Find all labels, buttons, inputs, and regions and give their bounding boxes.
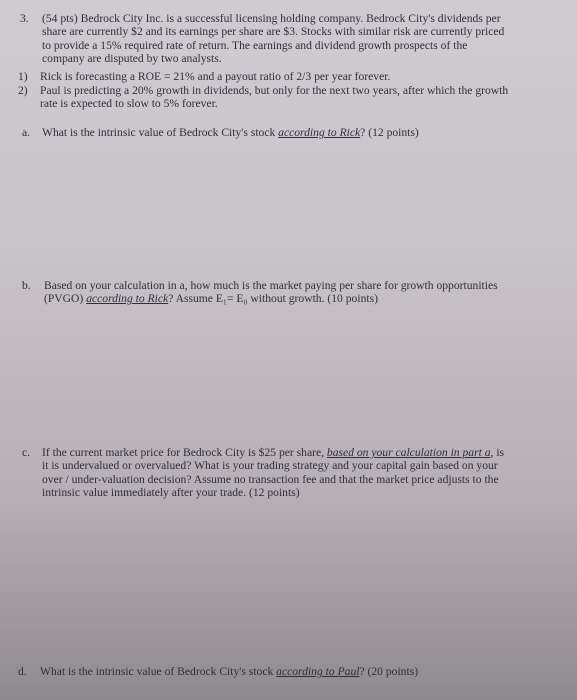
question-c-tail: , is	[490, 446, 505, 459]
question-b-line-1: Based on your calculation in a, how much is the market paying per share for growth opportunities	[44, 279, 498, 292]
intro-line-4: company are disputed by two analysts.	[42, 52, 222, 66]
question-c-text: If the current market price for Bedrock City is $25 per share,	[42, 446, 327, 459]
question-c-line-2: it is undervalued or overvalued? What is your trading strategy and your capital gain based on your	[42, 459, 498, 473]
question-b-emphasis: according to Rick	[86, 292, 169, 306]
question-d-text: What is the intrinsic value of Bedrock City's stock	[40, 665, 277, 678]
question-label: a.	[22, 126, 31, 139]
question-c-line-3: over / under-valuation decision? Assume no transaction fee and that the market price adjusts to the	[42, 472, 499, 486]
question-a-points: ? (12 points)	[360, 126, 419, 139]
analyst-number: 2)	[18, 84, 28, 97]
question-a-emphasis: according to Rick	[278, 126, 361, 139]
analyst-paul-line-1: Paul is predicting a 20% growth in dividends, but only for the next two years, after which the growth	[40, 84, 509, 97]
question-b-text: (PVGO)	[44, 292, 87, 306]
intro-line-2: share are currently $2 and its earnings per share are $3. Stocks with similar risk are currently priced	[42, 25, 505, 39]
intro-line-3: to provide a 15% required rate of return. The earnings and dividend growth prospects of the	[42, 38, 468, 52]
analyst-rick-line-1: Rick is forecasting a ROE = 21% and a payout ratio of 2/3 per year forever.	[40, 70, 391, 83]
question-d-emphasis: according to Paul	[276, 665, 360, 678]
question-c-line-4: intrinsic value immediately after your trade. (12 points)	[42, 486, 300, 500]
question-b-points: ? Assume E₁= E₀ without growth. (10 points)	[168, 292, 378, 306]
question-c-emphasis: based on your calculation in part a	[326, 446, 491, 459]
question-label: b.	[22, 279, 31, 292]
question-label: c.	[22, 446, 31, 459]
question-label: d.	[18, 665, 27, 678]
analyst-paul-line-2: rate is expected to slow to 5% forever.	[40, 97, 218, 111]
intro-line-1: (54 pts) Bedrock City Inc. is a successful licensing holding company. Bedrock City's dividends per	[42, 12, 501, 25]
analyst-number: 1)	[18, 70, 28, 83]
question-a-text: What is the intrinsic value of Bedrock City's stock	[42, 126, 279, 139]
problem-number: 3.	[20, 12, 29, 25]
question-d-points: ? (20 points)	[359, 665, 419, 678]
